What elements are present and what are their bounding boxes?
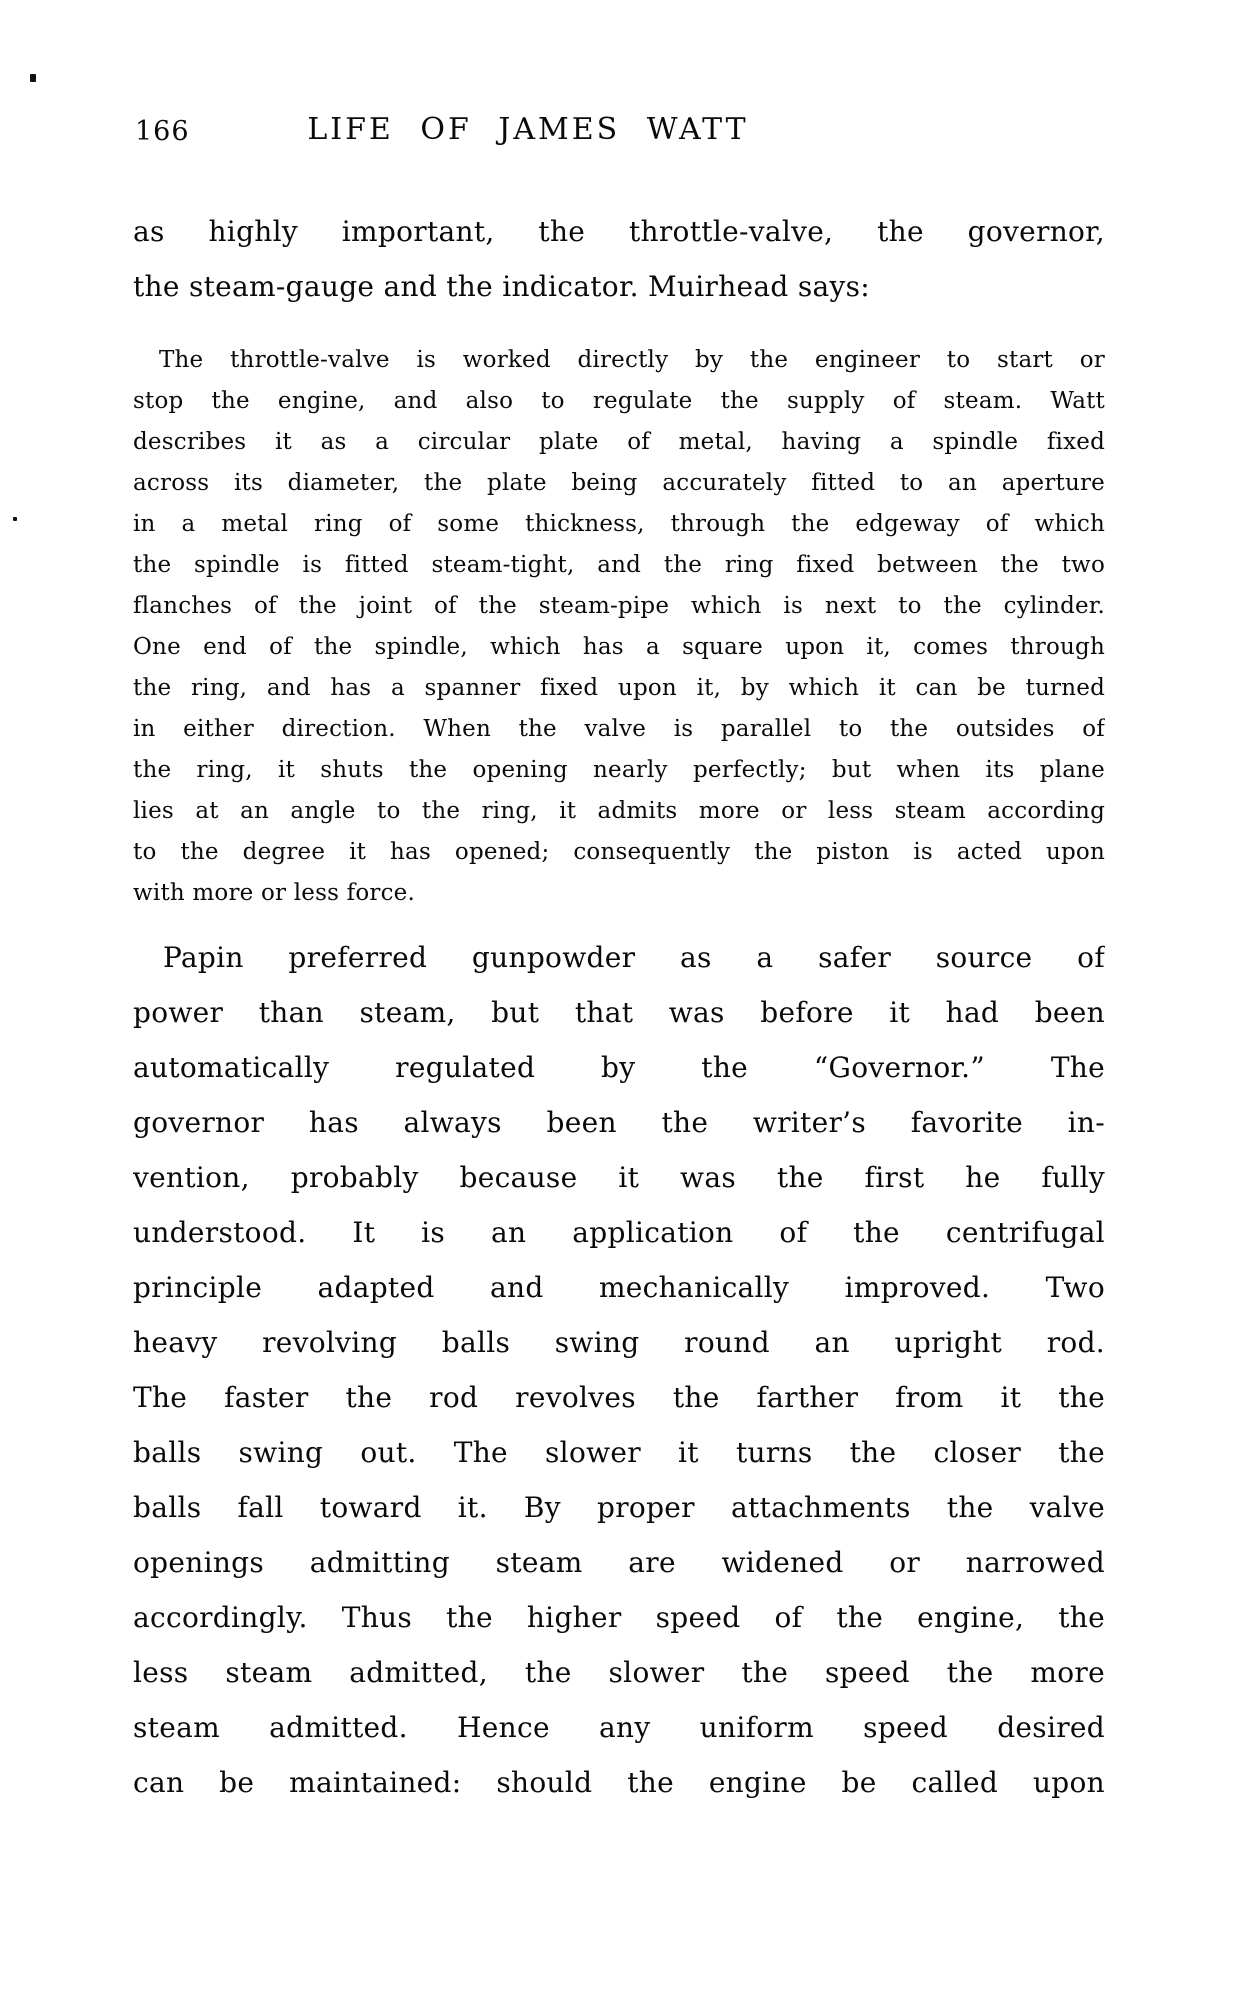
text-line: as highly important, the throttle-valve, the governor, bbox=[133, 215, 1105, 248]
text-line: The throttle-valve is worked directly by the engineer to start or bbox=[159, 347, 1105, 373]
text-line: in a metal ring of some thickness, through the edgeway of which bbox=[133, 511, 1105, 537]
text-line: balls fall toward it. By proper attachments the valve bbox=[133, 1491, 1105, 1524]
text-line: Papin preferred gunpowder as a safer source of bbox=[163, 941, 1105, 974]
text-line: balls swing out. The slower it turns the closer the bbox=[133, 1436, 1105, 1469]
text-line: One end of the spindle, which has a square upon it, comes through bbox=[133, 634, 1105, 660]
text-line: the steam-gauge and the indicator. Muirhead says: bbox=[133, 270, 871, 303]
text-line: the ring, it shuts the opening nearly perfectly; but when its plane bbox=[133, 757, 1105, 783]
text-line: can be maintained: should the engine be called upon bbox=[133, 1766, 1105, 1799]
text-line: vention, probably because it was the first he fully bbox=[133, 1161, 1105, 1194]
text-line: to the degree it has opened; consequently the piston is acted upon bbox=[133, 839, 1105, 865]
text-line: automatically regulated by the “Governor.” The bbox=[133, 1051, 1105, 1084]
scan-speck bbox=[13, 517, 17, 521]
running-head bbox=[133, 112, 1105, 152]
paragraph-opening bbox=[133, 204, 1105, 314]
header-title: LIFE OF JAMES WATT bbox=[307, 112, 749, 147]
text-line: in either direction. When the valve is parallel to the outsides of bbox=[133, 716, 1105, 742]
text-line: steam admitted. Hence any uniform speed desired bbox=[133, 1711, 1105, 1744]
text-line: stop the engine, and also to regulate the supply of steam. Watt bbox=[133, 388, 1105, 414]
blockquote-muirhead bbox=[133, 340, 1105, 914]
text-line: the ring, and has a spanner fixed upon it, by which it can be turned bbox=[133, 675, 1105, 701]
text-line: principle adapted and mechanically improved. Two bbox=[133, 1271, 1105, 1304]
scan-speck bbox=[30, 74, 36, 82]
text-line: less steam admitted, the slower the speed the more bbox=[133, 1656, 1105, 1689]
page-body bbox=[133, 0, 1105, 1810]
paragraph-governor bbox=[133, 930, 1105, 1810]
text-line: governor has always been the writer’s favorite in- bbox=[133, 1106, 1105, 1139]
text-line: the spindle is fitted steam-tight, and the ring fixed between the two bbox=[133, 552, 1105, 578]
text-line: describes it as a circular plate of metal, having a spindle fixed bbox=[133, 429, 1105, 455]
text-line: understood. It is an application of the centrifugal bbox=[133, 1216, 1105, 1249]
text-line: across its diameter, the plate being accurately fitted to an aperture bbox=[133, 470, 1105, 496]
page-number: 166 bbox=[135, 116, 190, 147]
text-line: heavy revolving balls swing round an upright rod. bbox=[133, 1326, 1105, 1359]
text-line: lies at an angle to the ring, it admits more or less steam according bbox=[133, 798, 1105, 824]
text-line: openings admitting steam are widened or narrowed bbox=[133, 1546, 1105, 1579]
text-line: power than steam, but that was before it had been bbox=[133, 996, 1105, 1029]
text-line: accordingly. Thus the higher speed of the engine, the bbox=[133, 1601, 1105, 1634]
text-line: The faster the rod revolves the farther from it the bbox=[133, 1381, 1105, 1414]
text-line: with more or less force. bbox=[133, 880, 415, 906]
text-line: flanches of the joint of the steam-pipe which is next to the cylinder. bbox=[133, 593, 1105, 619]
